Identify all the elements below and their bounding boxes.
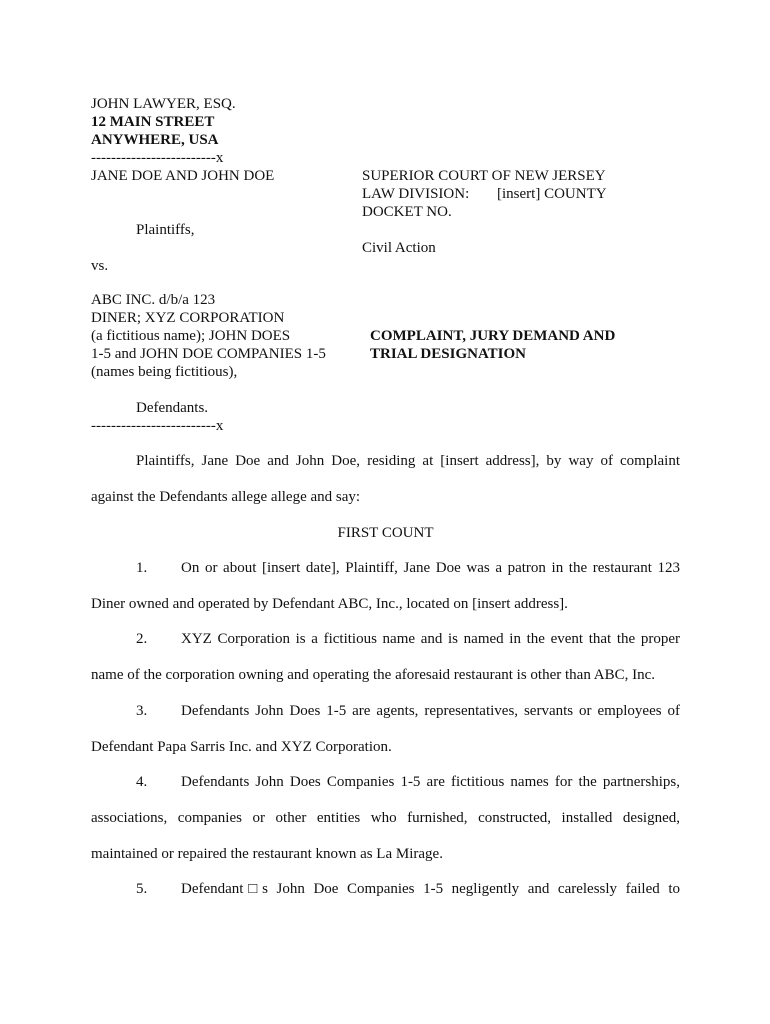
paragraph-number: 3. <box>136 703 148 719</box>
paragraph-4-line-1: Defendants John Does Companies 1-5 are fictitious names for the partnerships, <box>181 774 680 790</box>
paragraph-number: 5. <box>136 881 148 897</box>
caption-separator-bottom: -------------------------x <box>91 418 224 434</box>
paragraph-number: 4. <box>136 774 148 790</box>
document-title-line-2: TRIAL DESIGNATION <box>370 346 527 362</box>
docket-number: DOCKET NO. <box>362 204 452 220</box>
paragraph-2-line-2: name of the corporation owning and operating the aforesaid restaurant is other than ABC, Inc. <box>91 667 655 683</box>
paragraph-3-line-1: Defendants John Does 1-5 are agents, representatives, servants or employees of <box>181 703 680 719</box>
paragraph-1-line-1: On or about [insert date], Plaintiff, Jane Doe was a patron in the restaurant 123 <box>181 560 680 576</box>
attorney-city: ANYWHERE, USA <box>91 132 219 148</box>
civil-action-label: Civil Action <box>362 240 436 256</box>
count-heading: FIRST COUNT <box>337 525 434 541</box>
paragraph-4-line-3: maintained or repaired the restaurant known as La Mirage. <box>91 846 443 862</box>
versus-label: vs. <box>91 258 109 274</box>
intro-line-1: Plaintiffs, Jane Doe and John Doe, residing at [insert address], by way of complaint <box>136 453 680 469</box>
paragraph-3-line-2: Defendant Papa Sarris Inc. and XYZ Corporation. <box>91 739 392 755</box>
court-name: SUPERIOR COURT OF NEW JERSEY <box>362 168 606 184</box>
paragraph-2-line-1: XYZ Corporation is a fictitious name and is named in the event that the proper <box>181 631 680 647</box>
intro-line-2: against the Defendants allege allege and say: <box>91 489 361 505</box>
defendant-line-3: (a fictitious name); JOHN DOES <box>91 328 291 344</box>
plaintiffs-names: JANE DOE AND JOHN DOE <box>91 168 275 184</box>
defendant-line-5: (names being fictitious), <box>91 364 238 380</box>
defendant-line-2: DINER; XYZ CORPORATION <box>91 310 285 326</box>
paragraph-5-line-1: Defendant□s John Doe Companies 1-5 negligently and carelessly failed to <box>181 881 680 897</box>
document-title-line-1: COMPLAINT, JURY DEMAND AND <box>370 328 616 344</box>
attorney-street: 12 MAIN STREET <box>91 114 215 130</box>
paragraph-1-line-2: Diner owned and operated by Defendant ABC, Inc., located on [insert address]. <box>91 596 568 612</box>
plaintiffs-label: Plaintiffs, <box>136 222 195 238</box>
caption-separator-top: -------------------------x <box>91 150 224 166</box>
attorney-name: JOHN LAWYER, ESQ. <box>91 96 236 112</box>
paragraph-number: 2. <box>136 631 148 647</box>
court-county: [insert] COUNTY <box>497 186 607 202</box>
defendant-line-4: 1-5 and JOHN DOE COMPANIES 1-5 <box>91 346 326 362</box>
court-division: LAW DIVISION: <box>362 186 470 202</box>
defendant-line-1: ABC INC. d/b/a 123 <box>91 292 216 308</box>
defendants-label: Defendants. <box>136 400 209 416</box>
paragraph-number: 1. <box>136 560 148 576</box>
paragraph-4-line-2: associations, companies or other entities who furnished, constructed, installed designed, <box>91 810 680 826</box>
